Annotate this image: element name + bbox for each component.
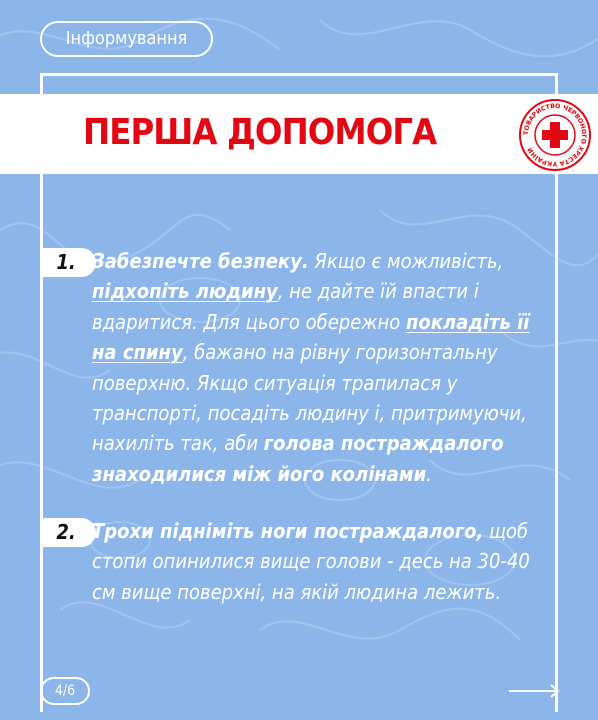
body-text: . (426, 461, 432, 486)
step-text (92, 516, 542, 607)
page-indicator: 4/6 (40, 677, 90, 705)
step-text (92, 246, 542, 489)
bold-text: Трохи підніміть ноги постраждалого, (92, 519, 484, 543)
category-tag: Інформування (40, 21, 213, 57)
svg-text:ТОВАРИСТВО ЧЕРВОНОГО ХРЕСТА УК: ТОВАРИСТВО ЧЕРВОНОГО ХРЕСТА УКРАЇНИ (522, 102, 588, 168)
red-cross-logo (518, 98, 592, 172)
body-text: Якщо є можливість, (308, 249, 504, 273)
page-title: ПЕРША ДОПОМОГА (83, 112, 437, 153)
body-text: , не дайте їй впасти і вдаритися. Для цього обережно (92, 279, 479, 334)
emphasis-text: покладіть її на спину (92, 309, 530, 365)
bold-text (92, 279, 278, 303)
step-number: 1. (40, 248, 96, 277)
arrow-right-icon[interactable] (508, 684, 560, 698)
bold-text: Забезпечте безпеку. (92, 249, 309, 273)
emphasis-text: підхопіть людину (92, 279, 278, 304)
step-number: 2. (40, 518, 96, 547)
body-text: , бажано на рівну горизонтальну поверхню. Якщо ситуація трапилася у транспорті, посадіть людину і, притримуючи, нахиліть так, аби (92, 340, 527, 456)
bold-text: голова постраждалого знаходилися між його колінами (92, 431, 504, 486)
title-banner (0, 94, 598, 174)
body-text: щоб стопи опинилися вище голови - десь на 30-40 см вище поверхні, на якій людина лежить. (92, 519, 530, 604)
